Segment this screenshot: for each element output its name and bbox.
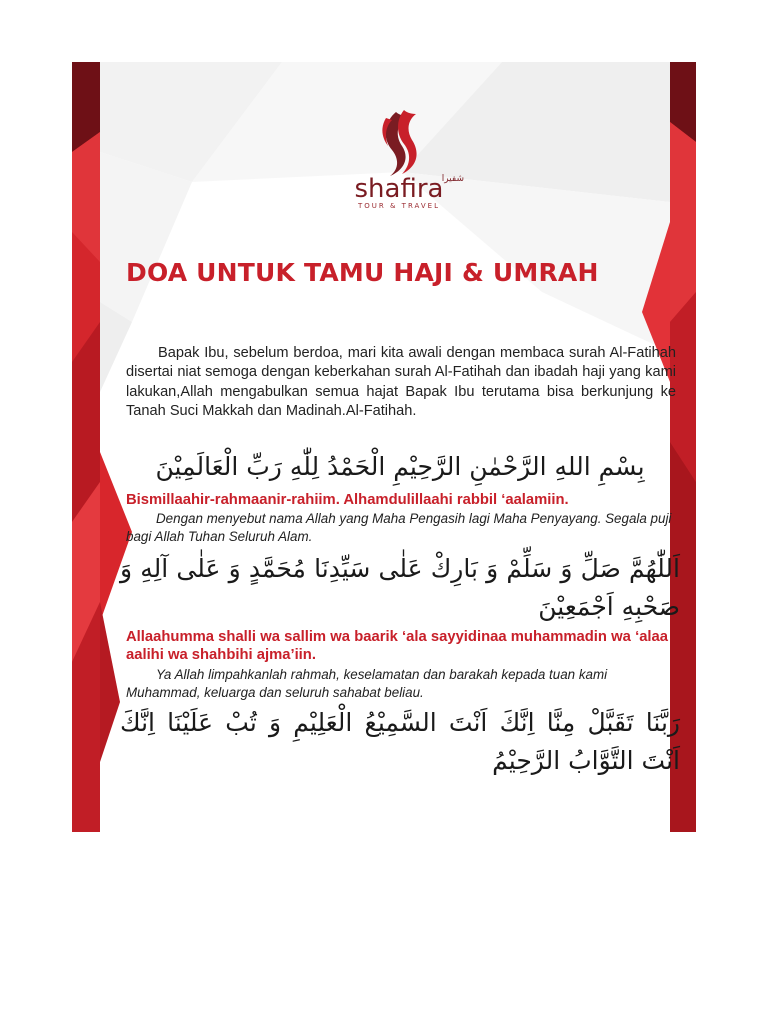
intro-paragraph: Bapak Ibu, sebelum berdoa, mari kita awali dengan membaca surah Al-Fatihah disertai niat semoga dengan keberkahan surah Al-Fatihah dan ibadah haji yang kami lakukan,Allah mengabulkan semua hajat Bapak Ibu terutama bisa berkunjung ke Tanah Suci Makkah dan Madinah.Al-Fatihah. (126, 345, 676, 420)
arabic-prayer-1: بِسْمِ اللهِ الرَّحْمٰنِ الرَّحِيْمِ الْحَمْدُ لِلّٰهِ رَبِّ الْعَالَمِيْنَ (155, 452, 645, 481)
page-title: DOA UNTUK TAMU HAJI & UMRAH (126, 258, 599, 287)
transliteration-1: Bismillaahir-rahmaanir-rahiim. Alhamdulillaahi rabbil ‘aalamiin. (126, 492, 569, 508)
brand-arabic-name: شفيرا (441, 174, 464, 184)
translation-1: Dengan menyebut nama Allah yang Maha Pengasih lagi Maha Penyayang. Segala puji bagi Allah Tuhan Seluruh Alam. (126, 511, 672, 544)
translation-2: Ya Allah limpahkanlah rahmah, keselamatan dan barakah kepada tuan kami Muhammad, keluarga dan seluruh sahabat beliau. (126, 667, 608, 700)
prayer-poster (72, 62, 696, 832)
arabic-prayer-3: رَبَّنَا تَقَبَّلْ مِنَّا اِنَّكَ اَنْتَ السَّمِيْعُ الْعَلِيْمِ وَ تُبْ عَلَيْنَا اِنَّكَ اَنْتَ التَّوَّابُ الرَّحِيْمُ (120, 708, 680, 775)
transliteration-2: Allaahumma shalli wa sallim wa baarik ‘ala sayyidinaa muhammadin wa ‘alaa aalihi wa shahbihi ajma’iin. (126, 629, 668, 663)
poster-content (100, 62, 680, 832)
shafira-logo (334, 108, 464, 218)
brand-name: shafira (354, 174, 444, 204)
brand-tagline: TOUR & TRAVEL (358, 202, 440, 210)
flame-swirl-icon (374, 108, 424, 178)
arabic-prayer-2: اَللّٰهُمَّ صَلِّ وَ سَلِّمْ وَ بَارِكْ عَلٰى سَيِّدِنَا مُحَمَّدٍ وَ عَلٰى آلِهِ وَ صَحْبِهِ اَجْمَعِيْنَ (120, 554, 680, 621)
